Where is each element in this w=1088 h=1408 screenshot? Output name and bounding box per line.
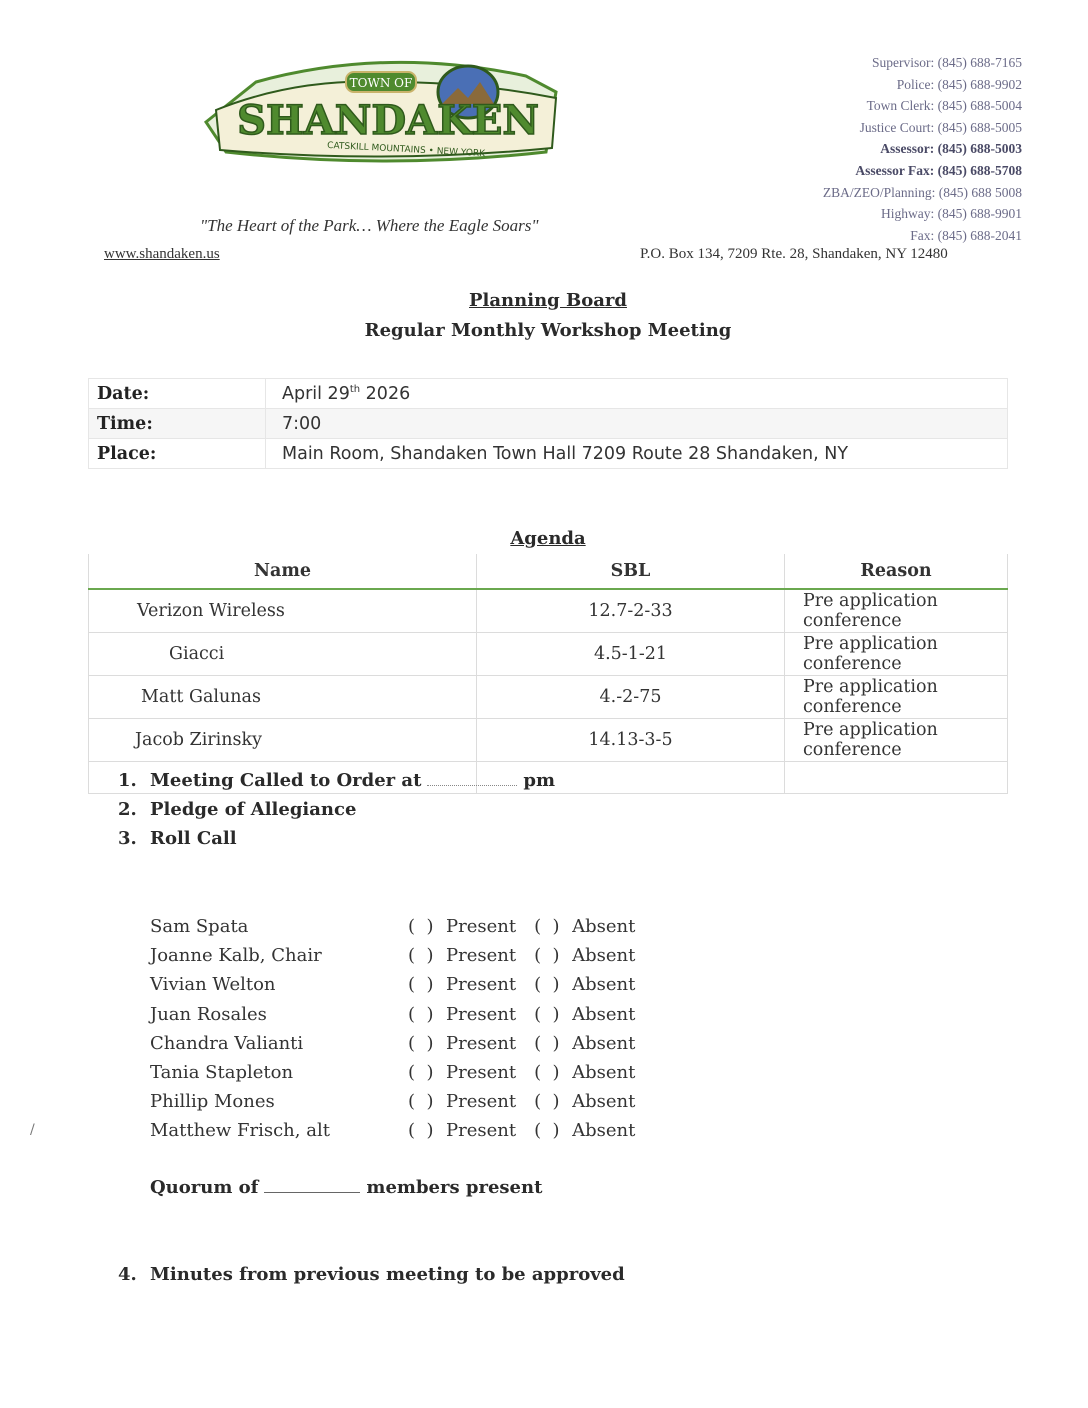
meeting-items <box>118 766 555 853</box>
member-name: Phillip Mones <box>150 1091 275 1113</box>
present-label: Present <box>446 1032 517 1054</box>
absent-option[interactable] <box>534 970 635 999</box>
date-row <box>89 379 1008 409</box>
present-label: Present <box>446 916 517 937</box>
absent-label: Absent <box>572 1032 636 1054</box>
absent-option[interactable] <box>534 941 635 970</box>
roll-call-row <box>150 970 635 999</box>
item-number: 3. <box>118 828 137 849</box>
absent-label: Absent <box>572 974 636 996</box>
meeting-info-table <box>88 378 1008 469</box>
roll-call-list <box>150 912 635 1146</box>
checkbox-absent[interactable]: ( ) <box>534 1091 560 1113</box>
member-name: Matthew Frisch, alt <box>150 1120 330 1142</box>
place-row <box>89 439 1008 469</box>
town-motto: "The Heart of the Park… Where the Eagle Soars" <box>200 216 539 235</box>
roll-call-row <box>150 1058 635 1087</box>
contact-fax: Fax: (845) 688-2041 <box>910 227 1022 243</box>
present-label: Present <box>446 1061 517 1083</box>
place-label: Place: <box>89 439 266 469</box>
item-number: 4. <box>118 1264 137 1285</box>
time-value: 7:00 <box>266 409 1008 439</box>
contact-highway: Highway: (845) 688-9901 <box>881 206 1022 222</box>
agenda-header-reason: Reason <box>785 554 1008 589</box>
item-text: Pledge of Allegiance <box>150 799 357 820</box>
roll-call-row <box>150 1087 635 1116</box>
item-minutes <box>118 1264 625 1285</box>
board-title: Planning Board <box>469 290 627 311</box>
agenda-header-name: Name <box>89 554 477 589</box>
checkbox-present[interactable]: ( ) <box>408 1061 434 1083</box>
member-name: Joanne Kalb, Chair <box>150 945 322 967</box>
quorum-suffix: members present <box>366 1177 543 1198</box>
logo-region: CATSKILL MOUNTAINS • NEW YORK <box>326 140 486 160</box>
absent-label: Absent <box>572 916 636 937</box>
absent-label: Absent <box>572 1091 636 1113</box>
contact-justice-court: Justice Court: (845) 688-5005 <box>859 119 1022 135</box>
town-logo-graphic <box>196 52 576 180</box>
present-label: Present <box>446 1003 517 1025</box>
roll-call-row <box>150 1000 635 1029</box>
present-option[interactable] <box>408 1058 516 1087</box>
time-blank[interactable] <box>427 767 517 786</box>
checkbox-present[interactable]: ( ) <box>408 1091 434 1113</box>
contact-police: Police: (845) 688-9902 <box>896 76 1022 92</box>
agenda-reason: Pre application conference <box>785 719 1008 762</box>
agenda-name: Matt Galunas <box>89 676 477 719</box>
member-name: Tania Stapleton <box>150 1061 294 1083</box>
scan-mark: / <box>30 1122 35 1138</box>
present-option[interactable] <box>408 1000 516 1029</box>
agenda-reason-empty <box>785 762 1008 794</box>
checkbox-present[interactable]: ( ) <box>408 916 434 937</box>
member-name: Sam Spata <box>150 916 249 937</box>
absent-option[interactable] <box>534 1058 635 1087</box>
date-year: 2026 <box>360 383 411 404</box>
website-link[interactable]: www.shandaken.us <box>104 246 220 262</box>
quorum-prefix: Quorum of <box>150 1177 259 1198</box>
agenda-name: Jacob Zirinsky <box>89 719 477 762</box>
checkbox-present[interactable]: ( ) <box>408 1032 434 1054</box>
item-text-suffix: pm <box>523 770 556 791</box>
date-value <box>266 379 1008 409</box>
absent-label: Absent <box>572 1003 636 1025</box>
absent-label: Absent <box>572 1061 636 1083</box>
town-logo <box>196 52 576 180</box>
agenda-title: Agenda <box>510 528 586 549</box>
table-row <box>89 633 1008 676</box>
member-name: Chandra Valianti <box>150 1032 304 1054</box>
agenda-name: Verizon Wireless <box>89 589 477 633</box>
present-label: Present <box>446 945 517 967</box>
checkbox-absent[interactable]: ( ) <box>534 945 560 967</box>
checkbox-present[interactable]: ( ) <box>408 945 434 967</box>
contact-zba-planning: ZBA/ZEO/Planning: (845) 688 5008 <box>822 184 1022 200</box>
agenda-sbl: 12.7-2-33 <box>477 589 785 633</box>
date-suffix: th <box>349 383 361 395</box>
meeting-subtitle: Regular Monthly Workshop Meeting <box>364 320 732 341</box>
agenda-reason: Pre application conference <box>785 633 1008 676</box>
logo-town-of: TOWN OF <box>349 76 413 90</box>
checkbox-absent[interactable]: ( ) <box>534 916 560 937</box>
present-label: Present <box>446 1091 517 1113</box>
contact-list <box>702 52 1022 246</box>
absent-option[interactable] <box>534 1116 635 1145</box>
agenda-reason: Pre application conference <box>785 676 1008 719</box>
place-value: Main Room, Shandaken Town Hall 7209 Route 28 Shandaken, NY <box>266 439 1008 469</box>
checkbox-absent[interactable]: ( ) <box>534 1003 560 1025</box>
time-row <box>89 409 1008 439</box>
absent-option[interactable] <box>534 1029 635 1058</box>
member-name: Vivian Welton <box>150 974 276 996</box>
present-option[interactable] <box>408 912 516 941</box>
agenda-table <box>88 554 1008 794</box>
absent-label: Absent <box>572 1120 636 1142</box>
checkbox-absent[interactable]: ( ) <box>534 1120 560 1142</box>
item-text: Meeting Called to Order at <box>150 770 422 791</box>
item-number: 1. <box>118 770 137 791</box>
present-option[interactable] <box>408 970 516 999</box>
agenda-reason: Pre application conference <box>785 589 1008 633</box>
agenda-header-sbl: SBL <box>477 554 785 589</box>
table-row <box>89 589 1008 633</box>
member-name: Juan Rosales <box>150 1003 267 1025</box>
present-option[interactable] <box>408 1116 516 1145</box>
absent-option[interactable] <box>534 1087 635 1116</box>
agenda-sbl: 4.-2-75 <box>477 676 785 719</box>
agenda-header-row <box>89 554 1008 589</box>
item-roll-call <box>118 824 555 853</box>
agenda-sbl: 4.5-1-21 <box>477 633 785 676</box>
present-option[interactable] <box>408 941 516 970</box>
contact-assessor-fax: Assessor Fax: (845) 688-5708 <box>855 162 1022 178</box>
item-text: Roll Call <box>150 828 237 849</box>
absent-option[interactable] <box>534 1000 635 1029</box>
roll-call-row <box>150 941 635 970</box>
roll-call-row <box>150 1116 635 1145</box>
time-label: Time: <box>89 409 266 439</box>
agenda-sbl: 14.13-3-5 <box>477 719 785 762</box>
absent-option[interactable] <box>534 912 635 941</box>
agenda-name: Giacci <box>89 633 477 676</box>
date-day: April 29 <box>282 383 350 404</box>
item-call-to-order <box>118 766 555 795</box>
contact-supervisor: Supervisor: (845) 688-7165 <box>872 55 1022 70</box>
roll-call-row <box>150 912 635 941</box>
present-label: Present <box>446 974 517 996</box>
checkbox-absent[interactable]: ( ) <box>534 1061 560 1083</box>
roll-call-row <box>150 1029 635 1058</box>
checkbox-present[interactable]: ( ) <box>408 974 434 996</box>
item-text: Minutes from previous meeting to be approved <box>150 1264 625 1285</box>
present-label: Present <box>446 1120 517 1142</box>
checkbox-present[interactable]: ( ) <box>408 1120 434 1142</box>
mailing-address: P.O. Box 134, 7209 Rte. 28, Shandaken, NY 12480 <box>640 246 948 262</box>
quorum-line <box>150 1176 542 1198</box>
checkbox-present[interactable]: ( ) <box>408 1003 434 1025</box>
date-label: Date: <box>89 379 266 409</box>
present-option[interactable] <box>408 1087 516 1116</box>
contact-town-clerk: Town Clerk: (845) 688-5004 <box>866 98 1022 114</box>
quorum-blank[interactable] <box>264 1176 360 1193</box>
present-option[interactable] <box>408 1029 516 1058</box>
logo-name: SHANDAKEN <box>237 97 539 144</box>
checkbox-absent[interactable]: ( ) <box>534 1032 560 1054</box>
item-pledge <box>118 795 555 824</box>
table-row <box>89 719 1008 762</box>
checkbox-absent[interactable]: ( ) <box>534 974 560 996</box>
item-number: 2. <box>118 799 137 820</box>
contact-assessor: Assessor: (845) 688-5003 <box>880 141 1022 157</box>
absent-label: Absent <box>572 945 636 967</box>
table-row <box>89 676 1008 719</box>
